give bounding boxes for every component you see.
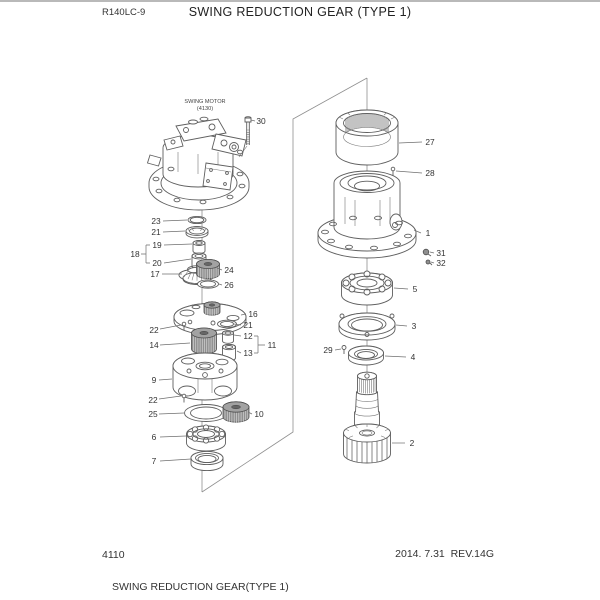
callout-16: 16 <box>248 308 258 319</box>
swing-motor-label-line2: (4130) <box>196 106 214 112</box>
swing-motor-assembly <box>148 117 250 210</box>
callout-2: 2 <box>409 437 415 448</box>
callout-22: 22 <box>148 394 158 405</box>
figure-caption: SWING REDUCTION GEAR(TYPE 1) <box>112 581 289 593</box>
group-number: 4110 <box>102 549 125 561</box>
callout-10: 10 <box>254 408 264 419</box>
part-6-ball-bearing <box>187 425 226 451</box>
callout-28: 28 <box>425 167 435 178</box>
exploded-diagram <box>0 2 600 600</box>
part-27-ring-gear <box>336 110 398 165</box>
part-25-ring <box>185 405 228 422</box>
callout-30: 30 <box>256 115 266 126</box>
callout-26: 26 <box>224 279 234 290</box>
part-1-housing <box>318 171 416 258</box>
callout-29: 29 <box>323 344 333 355</box>
callout-18: 18 <box>130 248 140 259</box>
callout-32: 32 <box>436 257 446 268</box>
part-5-ball-bearing <box>342 271 393 305</box>
part-32-plug <box>426 260 432 265</box>
part-19-bushing <box>193 241 205 254</box>
part-26-ring <box>198 280 219 288</box>
callout-31: 31 <box>436 247 446 258</box>
callout-5: 5 <box>412 283 418 294</box>
callout-3: 3 <box>411 320 417 331</box>
part-14-sun-gear <box>192 328 217 354</box>
part-2-pinion-shaft <box>344 372 391 463</box>
part-16-top-gear <box>204 302 220 316</box>
callout-1: 1 <box>425 227 431 238</box>
callout-25: 25 <box>148 408 158 419</box>
part-21-bearing-race-lower <box>218 320 237 328</box>
callout-4: 4 <box>410 351 416 362</box>
callout-22: 22 <box>149 324 159 335</box>
part-3-retainer-plate <box>339 313 395 340</box>
callout-17: 17 <box>150 268 160 279</box>
callout-6: 6 <box>151 431 157 442</box>
callout-12: 12 <box>243 330 253 341</box>
part-10-roller-bearing <box>223 402 249 423</box>
part-31-plug <box>423 249 431 256</box>
callout-20: 20 <box>152 257 162 268</box>
model-number: R140LC-9 <box>102 7 146 18</box>
callout-13: 13 <box>243 347 253 358</box>
callout-14: 14 <box>149 339 159 350</box>
part-9-planet-carrier <box>173 353 237 400</box>
part-21-bearing-race-upper <box>186 227 208 238</box>
callout-27: 27 <box>425 136 435 147</box>
part-4-seal <box>349 346 384 365</box>
callout-24: 24 <box>224 264 234 275</box>
callout-19: 19 <box>152 239 162 250</box>
part-12-bushing <box>223 331 234 344</box>
callout-7: 7 <box>151 455 157 466</box>
part-29-bolt <box>342 346 346 355</box>
revision-date: 2014. 7.31 REV.14G <box>395 548 494 560</box>
swing-motor-label-line1: SWING MOTOR <box>184 99 226 105</box>
part-24-needle-bearing <box>197 259 220 278</box>
part-22-pin-lower <box>182 394 186 402</box>
callout-9: 9 <box>151 374 157 385</box>
callout-23: 23 <box>151 215 161 226</box>
part-23-snap-ring <box>188 216 206 223</box>
callout-11: 11 <box>267 339 277 350</box>
part-7-oil-seal <box>191 451 223 470</box>
callout-21: 21 <box>243 319 253 330</box>
callout-21: 21 <box>151 226 161 237</box>
page-title: SWING REDUCTION GEAR (TYPE 1) <box>188 5 412 19</box>
